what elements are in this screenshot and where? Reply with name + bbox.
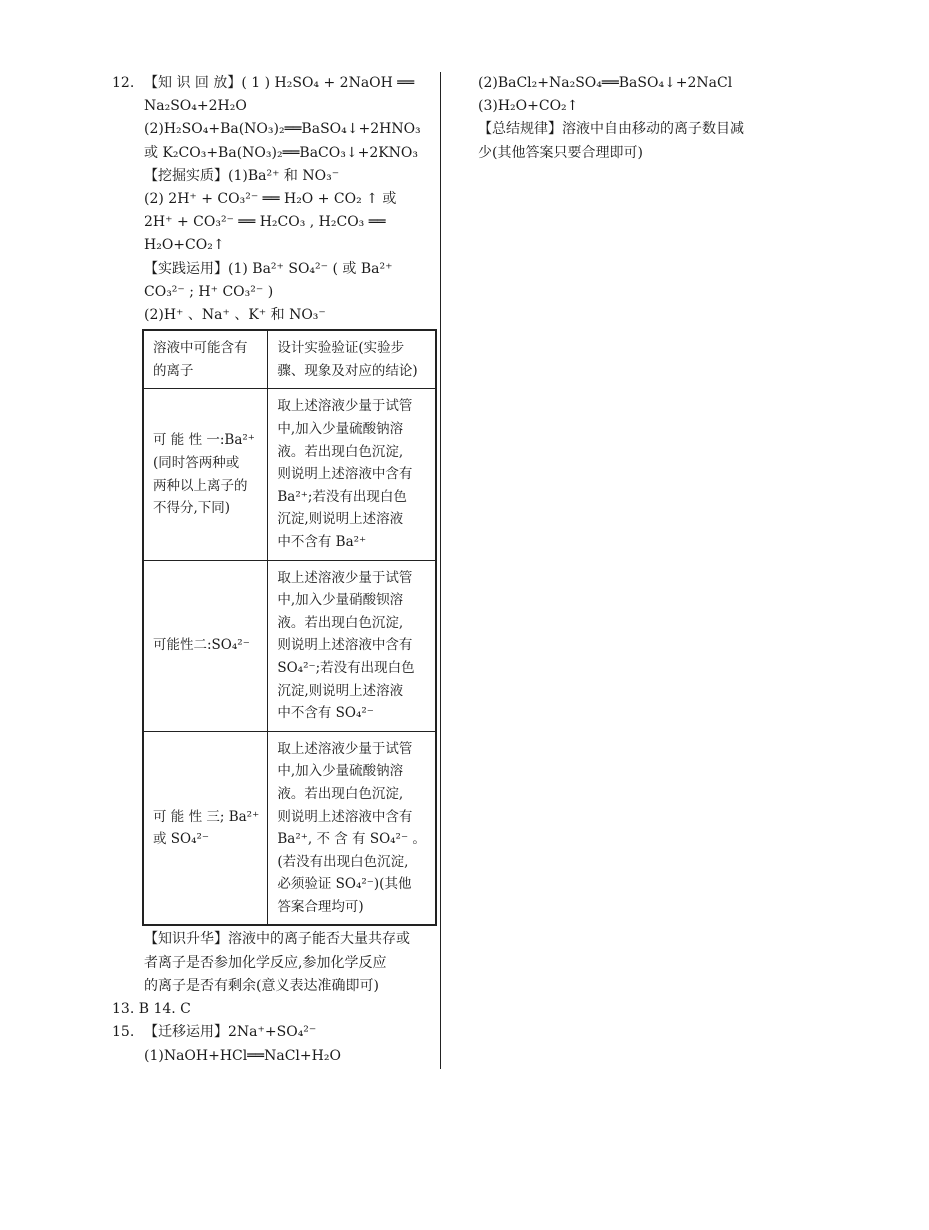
q15-line-1: 15. 【迁移运用】2Na⁺+SO₄²⁻ [112,1021,436,1044]
q15-line-2: (1)NaOH+HCl══NaCl+H₂O [144,1047,341,1064]
table-cell-verify: 取上述溶液少量于试管 中,加入少量硫酸钠溶 液。若出现白色沉淀, 则说明上述溶液中含有 Ba²⁺;若没有出现白色 沉淀,则说明上述溶液 中不含有 Ba²⁺ [268,389,436,560]
q12-summary-line-1: 【知识升华】溶液中的离子能否大量共存或 [144,931,410,948]
q12-line-11: (2)H⁺ 、Na⁺ 、K⁺ 和 NO₃⁻ [144,307,326,324]
q12-line-8: H₂O+CO₂↑ [144,237,225,254]
ion-verification-table [142,329,437,926]
left-column [112,72,436,1068]
table-cell-verify: 取上述溶液少量于试管 中,加入少量硫酸钠溶 液。若出现白色沉淀, 则说明上述溶液中含有 Ba²⁺, 不 含 有 SO₄²⁻ 。 (若没有出现白色沉淀, 必须验证 SO₄²⁻)(其他 答案合理均可) [268,731,436,925]
right-column [478,72,778,165]
q12-line-1: 12. 【知 识 回 放】( 1 ) H₂SO₄ + 2NaOH ══ [112,72,436,95]
q13-q14-answers: 13. B 14. C [112,1001,191,1018]
q12-line-2: Na₂SO₄+2H₂O [144,98,247,115]
right-line-2: (3)H₂O+CO₂↑ [478,98,579,115]
column-divider [440,72,441,1069]
q12-number: 12. [112,75,135,91]
q12-line-10: CO₃²⁻ ; H⁺ CO₃²⁻ ) [144,283,274,300]
table-header-verify: 设计实验验证(实验步 骤、现象及对应的结论) [268,330,436,389]
right-line-4: 少(其他答案只要合理即可) [478,144,643,161]
q12-line-6: (2) 2H⁺ + CO₃²⁻ ══ H₂O + CO₂ ↑ 或 [144,191,397,208]
right-line-3: 【总结规律】溶液中自由移动的离子数目减 [478,121,744,138]
table-cell-ion: 可能性二:SO₄²⁻ [143,560,268,731]
right-line-1: (2)BaCl₂+Na₂SO₄══BaSO₄↓+2NaCl [478,75,733,91]
q12-line-7: 2H⁺ + CO₃²⁻ ══ H₂CO₃ , H₂CO₃ ══ [144,214,386,231]
q12-line-4: 或 K₂CO₃+Ba(NO₃)₂══BaCO₃↓+2KNO₃ [144,144,419,161]
q15-number: 15. [112,1024,135,1041]
q12-line-3: (2)H₂SO₄+Ba(NO₃)₂══BaSO₄↓+2HNO₃ [144,121,421,138]
table-cell-ion: 可 能 性 一:Ba²⁺ (同时答两种或 两种以上离子的 不得分,下同) [143,389,268,560]
table-row [143,389,436,560]
table-header-ion: 溶液中可能含有 的离子 [143,330,268,389]
table-cell-ion: 可 能 性 三; Ba²⁺ 或 SO₄²⁻ [143,731,268,925]
table-header-row [143,330,436,389]
q12-summary-line-3: 的离子是否有剩余(意义表达准确即可) [144,977,379,994]
table-row [143,731,436,925]
table-cell-verify: 取上述溶液少量于试管 中,加入少量硝酸钡溶 液。若出现白色沉淀, 则说明上述溶液中含有 SO₄²⁻;若没有出现白色 沉淀,则说明上述溶液 中不含有 SO₄²⁻ [268,560,436,731]
q12-line-9: 【实践运用】(1) Ba²⁺ SO₄²⁻ ( 或 Ba²⁺ [144,260,393,277]
q12-line-5: 【挖掘实质】(1)Ba²⁺ 和 NO₃⁻ [144,167,340,184]
table-row [143,560,436,731]
q12-summary-line-2: 者离子是否参加化学反应,参加化学反应 [144,954,387,971]
